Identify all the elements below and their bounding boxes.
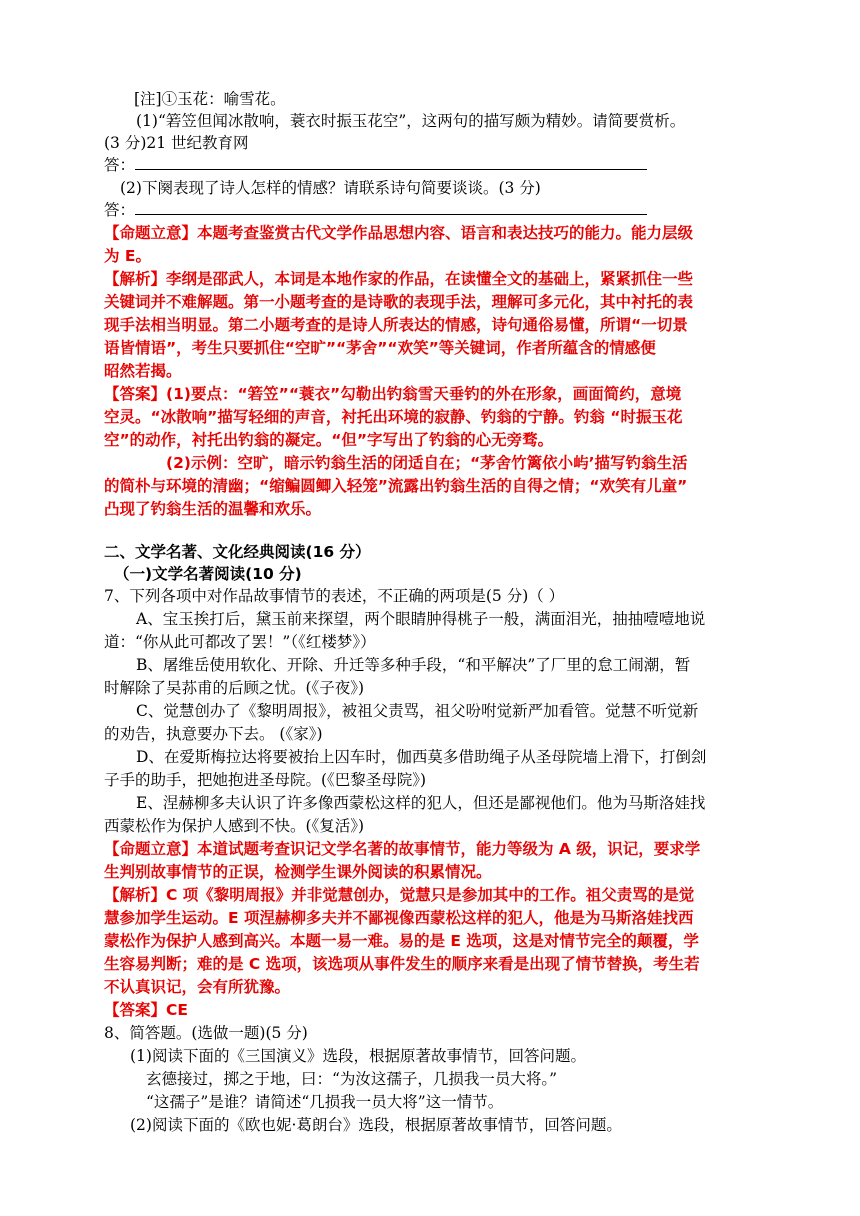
- question-7: 7、下列各项中对作品故事情节的表述，不正确的两项是(5 分)（ ）: [104, 587, 565, 605]
- section-heading: 二、文学名著、文化经典阅读(16 分）: [104, 543, 371, 561]
- analysis-2-line-5: 不认真识记，会有所犹豫。: [104, 978, 291, 996]
- analysis-2-line-4: 生容易判断；难的是 C 选项，该选项从事件发生的顺序来看是出现了情节替换，考生若: [104, 955, 700, 973]
- option-a-line-1: A、宝玉挨打后，黛玉前来探望，两个眼睛肿得桃子一般，满面泪光，抽抽噎噎地说: [136, 610, 706, 628]
- question-8-quote: 玄德接过，掷之于地，曰：“为汝这孺子，几损我一员大将。”: [146, 1070, 558, 1088]
- answer-line-2: [104, 199, 647, 221]
- note-text: [注]①玉花：喻雪花。: [134, 90, 286, 108]
- intent-2-line-2: 生判别故事情节的正误，检测学生课外阅读的积累情况。: [104, 863, 492, 881]
- answer-blank[interactable]: [135, 155, 647, 170]
- answer-1-line-1: 【答案】(1)要点：“箬笠”“蓑衣”勾勒出钓翁雪天垂钓的外在形象，画面简约，意境: [104, 385, 682, 403]
- option-e-line-1: E、涅赫柳多夫认识了许多像西蒙松这样的犯人，但还是鄙视他们。他为马斯洛娃找: [136, 794, 706, 812]
- answer-blank[interactable]: [135, 200, 647, 215]
- option-d-line-2: 子手的助手，把她抱进圣母院。(《巴黎圣母院》): [104, 771, 427, 789]
- analysis-1-line-4: 语皆情语”，考生只要抓住“空旷”“茅舍”“欢笑”等关键词，作者所蕴含的情感便: [104, 339, 656, 357]
- answer-2: 【答案】CE: [104, 1001, 188, 1019]
- answer-1-line-6: 凸现了钓翁生活的温馨和欢乐。: [104, 500, 322, 518]
- option-c-line-1: C、觉慧创办了《黎明周报》，被祖父责骂，祖父吩咐觉新严加看管。觉慧不听觉新: [136, 702, 699, 720]
- analysis-1-line-1: 【解析】李纲是邵武人，本词是本地作家的作品，在读懂全文的基础上，紧紧抓住一些: [104, 270, 694, 288]
- question-2: (2)下阕表现了诗人怎样的情感？请联系诗句简要谈谈。(3 分): [120, 179, 541, 197]
- question-1-line-2: (3 分)21 世纪教育网: [104, 134, 249, 152]
- intent-1-line-2: 为 E。: [104, 247, 151, 265]
- answer-1-line-5: 的简朴与环境的清幽；“缩鳊圆鲫入轻笼”流露出钓翁生活的自得之情；“欢笑有儿童”: [104, 477, 688, 495]
- analysis-2-line-1: 【解析】C 项《黎明周报》并非觉慧创办，觉慧只是参加其中的工作。祖父责骂的是觉: [104, 886, 695, 904]
- question-8-part-1-question: “这孺子”是谁？请简述“几损我一员大将”这一情节。: [146, 1093, 504, 1111]
- intent-1-line-1: 【命题立意】本题考查鉴赏古代文学作品思想内容、语言和表达技巧的能力。能力层级: [104, 224, 694, 242]
- option-b-line-1: B、屠维岳使用软化、开除、升迁等多种手段，“和平解决”了厂里的怠工闹潮，暂: [136, 656, 691, 674]
- analysis-1-line-2: 关键词并不难解题。第一小题考查的是诗歌的表现手法，理解可多元化，其中衬托的表: [104, 293, 694, 311]
- answer-1-line-2: 空灵。“冰散响”描写轻细的声音，衬托出环境的寂静、钓翁的宁静。钓翁 “时振玉花: [104, 408, 683, 426]
- subsection-heading: （一)文学名著阅读(10 分): [114, 565, 302, 583]
- answer-label: 答：: [104, 201, 136, 219]
- answer-line-1: [104, 154, 647, 176]
- question-1-line-1: (1)“箬笠但闻冰散响，蓑衣时振玉花空”，这两句的描写颇为精妙。请简要赏析。: [136, 112, 686, 130]
- option-b-line-2: 时解除了吴荪甫的后顾之忧。(《子夜》): [104, 679, 365, 697]
- intent-2-line-1: 【命题立意】本道试题考查识记文学名著的故事情节，能力等级为 A 级，识记，要求学: [104, 840, 701, 858]
- analysis-2-line-3: 蒙松作为保护人感到高兴。本题一易一难。易的是 E 选项，这是对情节完全的颠覆，学: [104, 932, 699, 950]
- option-d-line-1: D、在爱斯梅拉达将要被抬上囚车时，伽西莫多借助绳子从圣母院墙上滑下，打倒刽: [136, 748, 707, 766]
- option-e-line-2: 西蒙松作为保护人感到不快。(《复活》): [104, 817, 365, 835]
- analysis-2-line-2: 慧参加学生运动。E 项涅赫柳多夫并不鄙视像西蒙松这样的犯人，他是为马斯洛娃找西: [104, 909, 694, 927]
- option-a-line-2: 道：“你从此可都改了罢！”（《红楼梦》）: [104, 633, 376, 651]
- answer-label: 答：: [104, 156, 136, 174]
- option-c-line-2: 的劝告，执意要办下去。 (《家》): [104, 725, 323, 743]
- answer-1-line-4: (2)示例：空旷，暗示钓翁生活的闭适自在；“茅舍竹篱依小屿’描写钓翁生活: [166, 454, 688, 472]
- question-8-part-2: (2)阅读下面的《欧也妮·葛朗台》选段，根据原著故事情节，回答问题。: [130, 1116, 622, 1134]
- question-8-part-1: (1)阅读下面的《三国演义》选段，根据原著故事情节，回答问题。: [130, 1047, 586, 1065]
- analysis-1-line-3: 现手法相当明显。第二小题考查的是诗人所表达的情感，诗句通俗易懂，所谓“一切景: [104, 316, 688, 334]
- analysis-1-line-5: 昭然若揭。: [104, 362, 182, 380]
- answer-1-line-3: 空”的动作，衬托出钓翁的凝定。“但”字写出了钓翁的心无旁骛。: [104, 431, 554, 449]
- question-8: 8、简答题。(选做一题)(5 分): [104, 1024, 308, 1042]
